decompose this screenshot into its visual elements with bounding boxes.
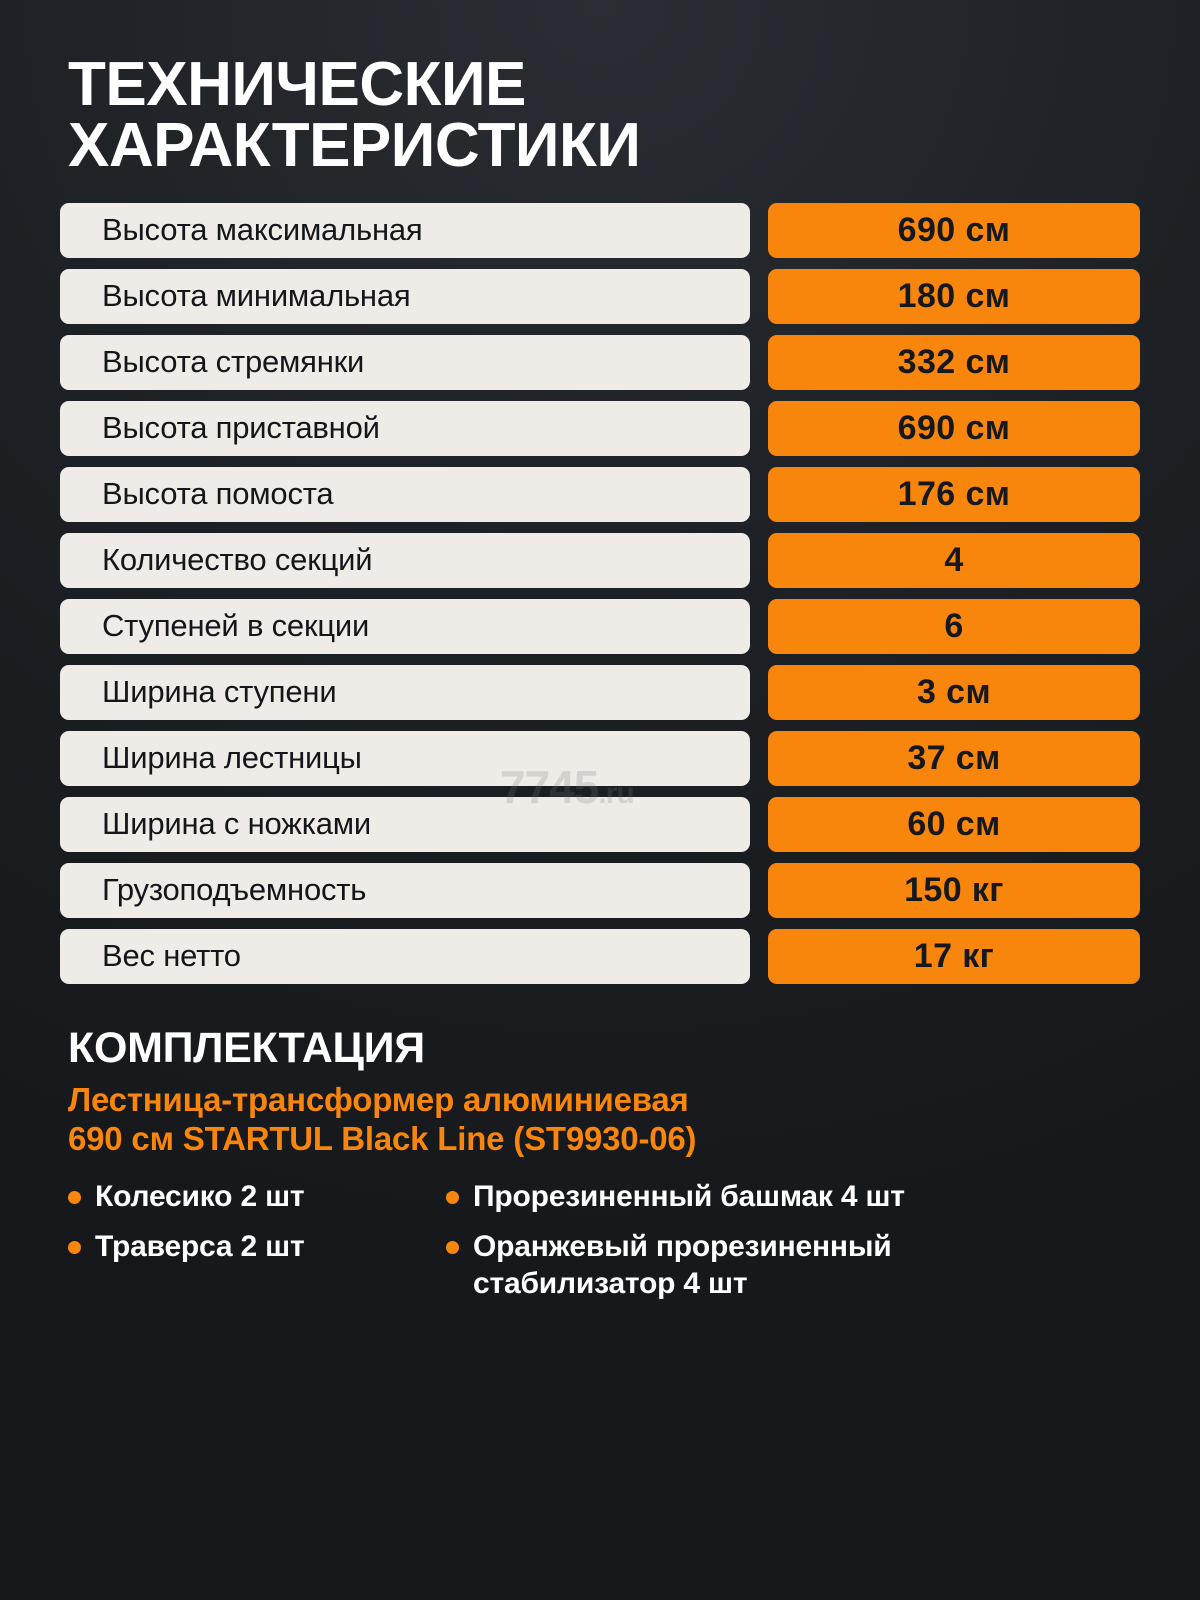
page-title-line-1: ТЕХНИЧЕСКИЕ xyxy=(68,50,526,119)
spec-label: Высота минимальная xyxy=(60,269,750,324)
kit-product-line-2: 690 см STARTUL Black Line (ST9930-06) xyxy=(68,1119,697,1157)
table-row xyxy=(60,467,1140,522)
spec-label: Ступеней в секции xyxy=(60,599,750,654)
watermark-text: 7745 xyxy=(500,761,599,813)
kit-product-name xyxy=(68,1081,1140,1159)
list-item xyxy=(446,1229,1140,1302)
page-title xyxy=(68,50,1140,181)
spec-value: 332 см xyxy=(768,335,1140,390)
list-item-label: Колесико 2 шт xyxy=(95,1179,305,1213)
table-row xyxy=(60,929,1140,984)
spec-label: Вес нетто xyxy=(60,929,750,984)
table-row xyxy=(60,665,1140,720)
bullet-icon xyxy=(68,1191,81,1204)
spec-label: Высота помоста xyxy=(60,467,750,522)
page-title-line-2: ХАРАКТЕРИСТИКИ xyxy=(68,111,641,181)
spec-label: Высота приставной xyxy=(60,401,750,456)
table-row xyxy=(60,863,1140,918)
spec-label: Высота максимальная xyxy=(60,203,750,258)
bullet-icon xyxy=(446,1241,459,1254)
table-row xyxy=(60,731,1140,786)
table-row xyxy=(60,269,1140,324)
kit-section xyxy=(68,1024,1140,1303)
spec-label: Количество секций xyxy=(60,533,750,588)
spec-value: 3 см xyxy=(768,665,1140,720)
watermark-suffix: .ru xyxy=(598,777,634,810)
spec-label: Ширина ступени xyxy=(60,665,750,720)
spec-value: 60 см xyxy=(768,797,1140,852)
bullet-icon xyxy=(446,1191,459,1204)
spec-value: 690 см xyxy=(768,203,1140,258)
spec-label: Ширина лестницы xyxy=(60,731,750,786)
spec-label: Ширина с ножками xyxy=(60,797,750,852)
spec-value: 6 xyxy=(768,599,1140,654)
table-row xyxy=(60,401,1140,456)
spec-value: 37 см xyxy=(768,731,1140,786)
spec-value: 176 см xyxy=(768,467,1140,522)
table-row xyxy=(60,335,1140,390)
list-item xyxy=(68,1179,438,1216)
spec-value: 150 кг xyxy=(768,863,1140,918)
list-item-label: Траверса 2 шт xyxy=(95,1230,305,1264)
spec-value: 17 кг xyxy=(768,929,1140,984)
table-row xyxy=(60,203,1140,258)
specifications-table xyxy=(60,203,1140,984)
table-row xyxy=(60,797,1140,852)
spec-value: 4 xyxy=(768,533,1140,588)
spec-value: 690 см xyxy=(768,401,1140,456)
spec-label: Высота стремянки xyxy=(60,335,750,390)
list-item xyxy=(68,1229,438,1302)
kit-items-list xyxy=(68,1179,1140,1303)
spec-value: 180 см xyxy=(768,269,1140,324)
list-item xyxy=(446,1179,1140,1216)
table-row xyxy=(60,599,1140,654)
table-row xyxy=(60,533,1140,588)
spec-label: Грузоподъемность xyxy=(60,863,750,918)
kit-heading: КОМПЛЕКТАЦИЯ xyxy=(68,1023,425,1072)
list-item-label: Оранжевый прорезиненный стабилизатор 4 шт xyxy=(473,1230,892,1300)
list-item-label: Прорезиненный башмак 4 шт xyxy=(473,1179,905,1213)
bullet-icon xyxy=(68,1241,81,1254)
kit-product-line-1: Лестница-трансформер алюминиевая xyxy=(68,1080,689,1118)
